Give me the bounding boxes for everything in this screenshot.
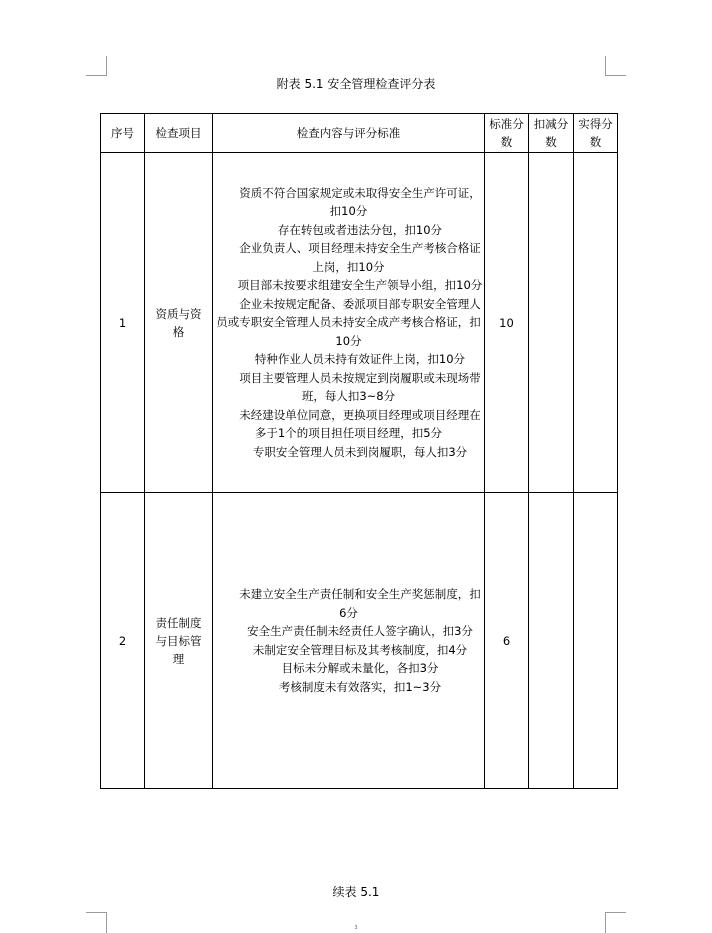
row-criteria (213, 493, 485, 789)
row-standard-score: 6 (485, 493, 529, 789)
table-header-row (101, 114, 618, 153)
row-actual-score (574, 493, 618, 789)
row-seq: 2 (101, 493, 145, 789)
table-title: 附表 5.1 安全管理检查评分表 (276, 77, 436, 91)
header-standard: 标准分数 (485, 114, 529, 153)
row-criteria (213, 153, 485, 493)
criterion: 未制定安全管理目标及其考核制度，扣4分 (252, 642, 468, 657)
criterion: 存在转包或者违法分包，扣10分 (277, 222, 443, 237)
criterion: 专职安全管理人员未到岗履职，每人扣3分 (252, 444, 468, 459)
criterion: 特种作业人员未持有效证件上岗，扣10分 (254, 352, 466, 367)
criterion: 目标未分解或未量化，各扣3分 (281, 661, 439, 675)
criterion: 企业负责人、项目经理未持安全生产考核合格证上岗，扣10分 (239, 241, 481, 274)
criterion: 项目部未按要求组建安全生产领导小组，扣10分 (237, 278, 483, 293)
row-deduct-score (529, 153, 574, 493)
row-actual-score (574, 153, 618, 493)
crop-mark-top-left-v (106, 56, 107, 76)
criterion: 未建立安全生产责任制和安全生产奖惩制度，扣6分 (239, 587, 481, 620)
header-actual: 实得分数 (574, 114, 618, 153)
header-deduct: 扣减分数 (529, 114, 574, 153)
header-seq: 序号 (101, 114, 145, 153)
page-number: 3 (354, 925, 358, 931)
criterion: 考核制度未有效落实，扣1~3分 (278, 679, 442, 694)
row-standard-score: 10 (485, 153, 529, 493)
table-row (101, 493, 618, 789)
row-item (145, 493, 213, 789)
header-content: 检查内容与评分标准 (213, 114, 485, 153)
row-item-text: 责任制度与目标管理 (155, 615, 202, 666)
inspection-score-table (100, 113, 618, 789)
criterion: 未经建设单位同意，更换项目经理或项目经理在多于1个的项目担任项目经理，扣5分 (239, 407, 481, 441)
row-item (145, 153, 213, 493)
row-item-text: 资质与资格 (155, 306, 202, 339)
row-seq: 1 (101, 153, 145, 493)
crop-mark-bottom-right-h (606, 912, 626, 913)
header-item: 检查项目 (145, 114, 213, 153)
row-deduct-score (529, 493, 574, 789)
criterion: 项目主要管理人员未按规定到岗履职或未现场带班，每人扣3~8分 (239, 370, 481, 404)
criterion: 安全生产责任制未经责任人签字确认，扣3分 (247, 624, 473, 638)
crop-mark-top-right-v (605, 56, 606, 76)
continuation-label: 续表 5.1 (332, 885, 380, 899)
criterion: 企业未按规定配备、委派项目部专职安全管理人员或专职安全管理人员未持安全成产考核合格证，扣10分 (216, 296, 481, 348)
criterion: 资质不符合国家规定或未取得安全生产许可证，扣10分 (239, 185, 481, 219)
crop-mark-bottom-left-h (86, 912, 106, 913)
table-row (101, 153, 618, 493)
